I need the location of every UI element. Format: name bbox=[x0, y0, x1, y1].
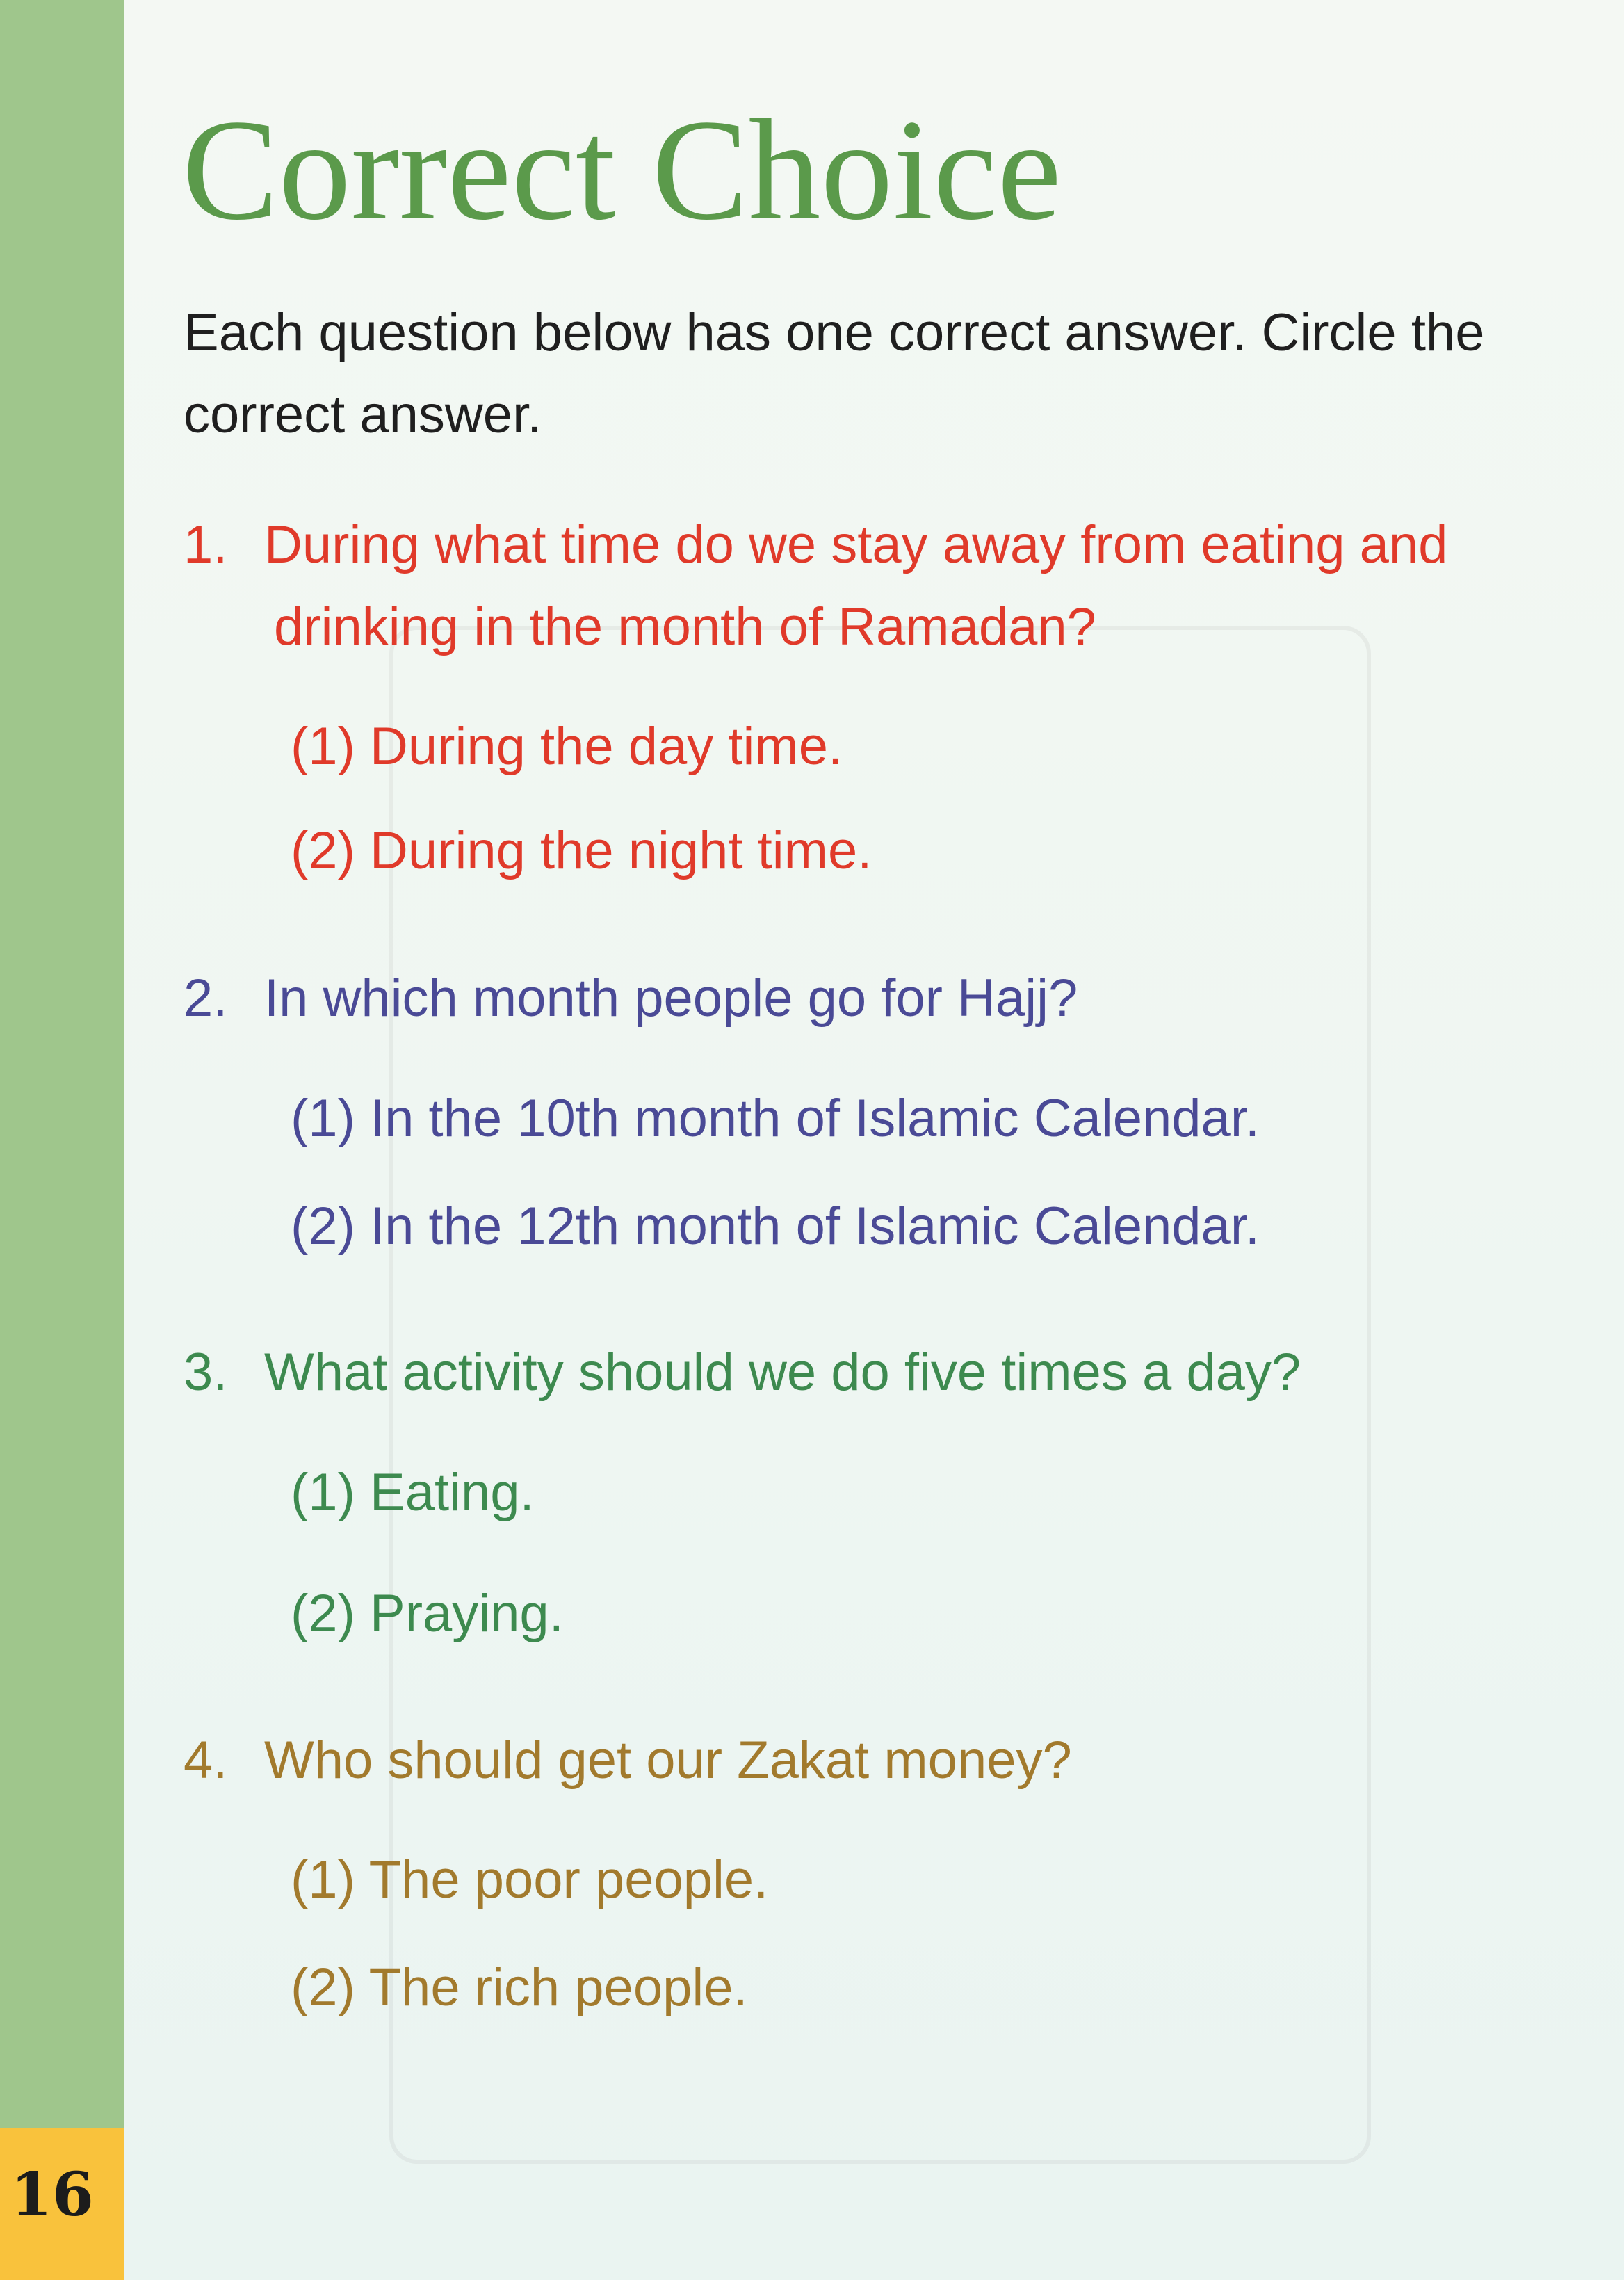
question-text-continued: drinking in the month of Ramadan? bbox=[274, 597, 1096, 656]
question-number: 1. bbox=[184, 515, 228, 574]
answer-option[interactable]: (1) Eating. bbox=[291, 1463, 535, 1522]
page-number: 16 bbox=[10, 2160, 94, 2230]
answer-option[interactable]: (1) In the 10th month of Islamic Calendar. bbox=[291, 1089, 1260, 1148]
question-number: 2. bbox=[184, 969, 228, 1028]
question-text: What activity should we do five times a day? bbox=[264, 1343, 1301, 1402]
page-title: Correct Choice bbox=[182, 90, 1062, 250]
question-text: During what time do we stay away from eating and bbox=[264, 515, 1448, 574]
answer-option[interactable]: (1) The poor people. bbox=[291, 1850, 769, 1909]
answer-option[interactable]: (1) During the day time. bbox=[291, 717, 843, 776]
answer-option[interactable]: (2) During the night time. bbox=[291, 821, 872, 880]
answer-option[interactable]: (2) The rich people. bbox=[291, 1958, 748, 2017]
instructions-text: Each question below has one correct answer. Circle the correct answer. bbox=[184, 303, 1485, 444]
answer-option[interactable]: (2) Praying. bbox=[291, 1584, 564, 1643]
question-text: Who should get our Zakat money? bbox=[264, 1731, 1072, 1790]
question-text: In which month people go for Hajj? bbox=[264, 969, 1078, 1028]
side-color-band bbox=[0, 0, 124, 2128]
answer-option[interactable]: (2) In the 12th month of Islamic Calendar. bbox=[291, 1197, 1260, 1256]
question-number: 4. bbox=[184, 1731, 228, 1790]
question-number: 3. bbox=[184, 1343, 228, 1402]
